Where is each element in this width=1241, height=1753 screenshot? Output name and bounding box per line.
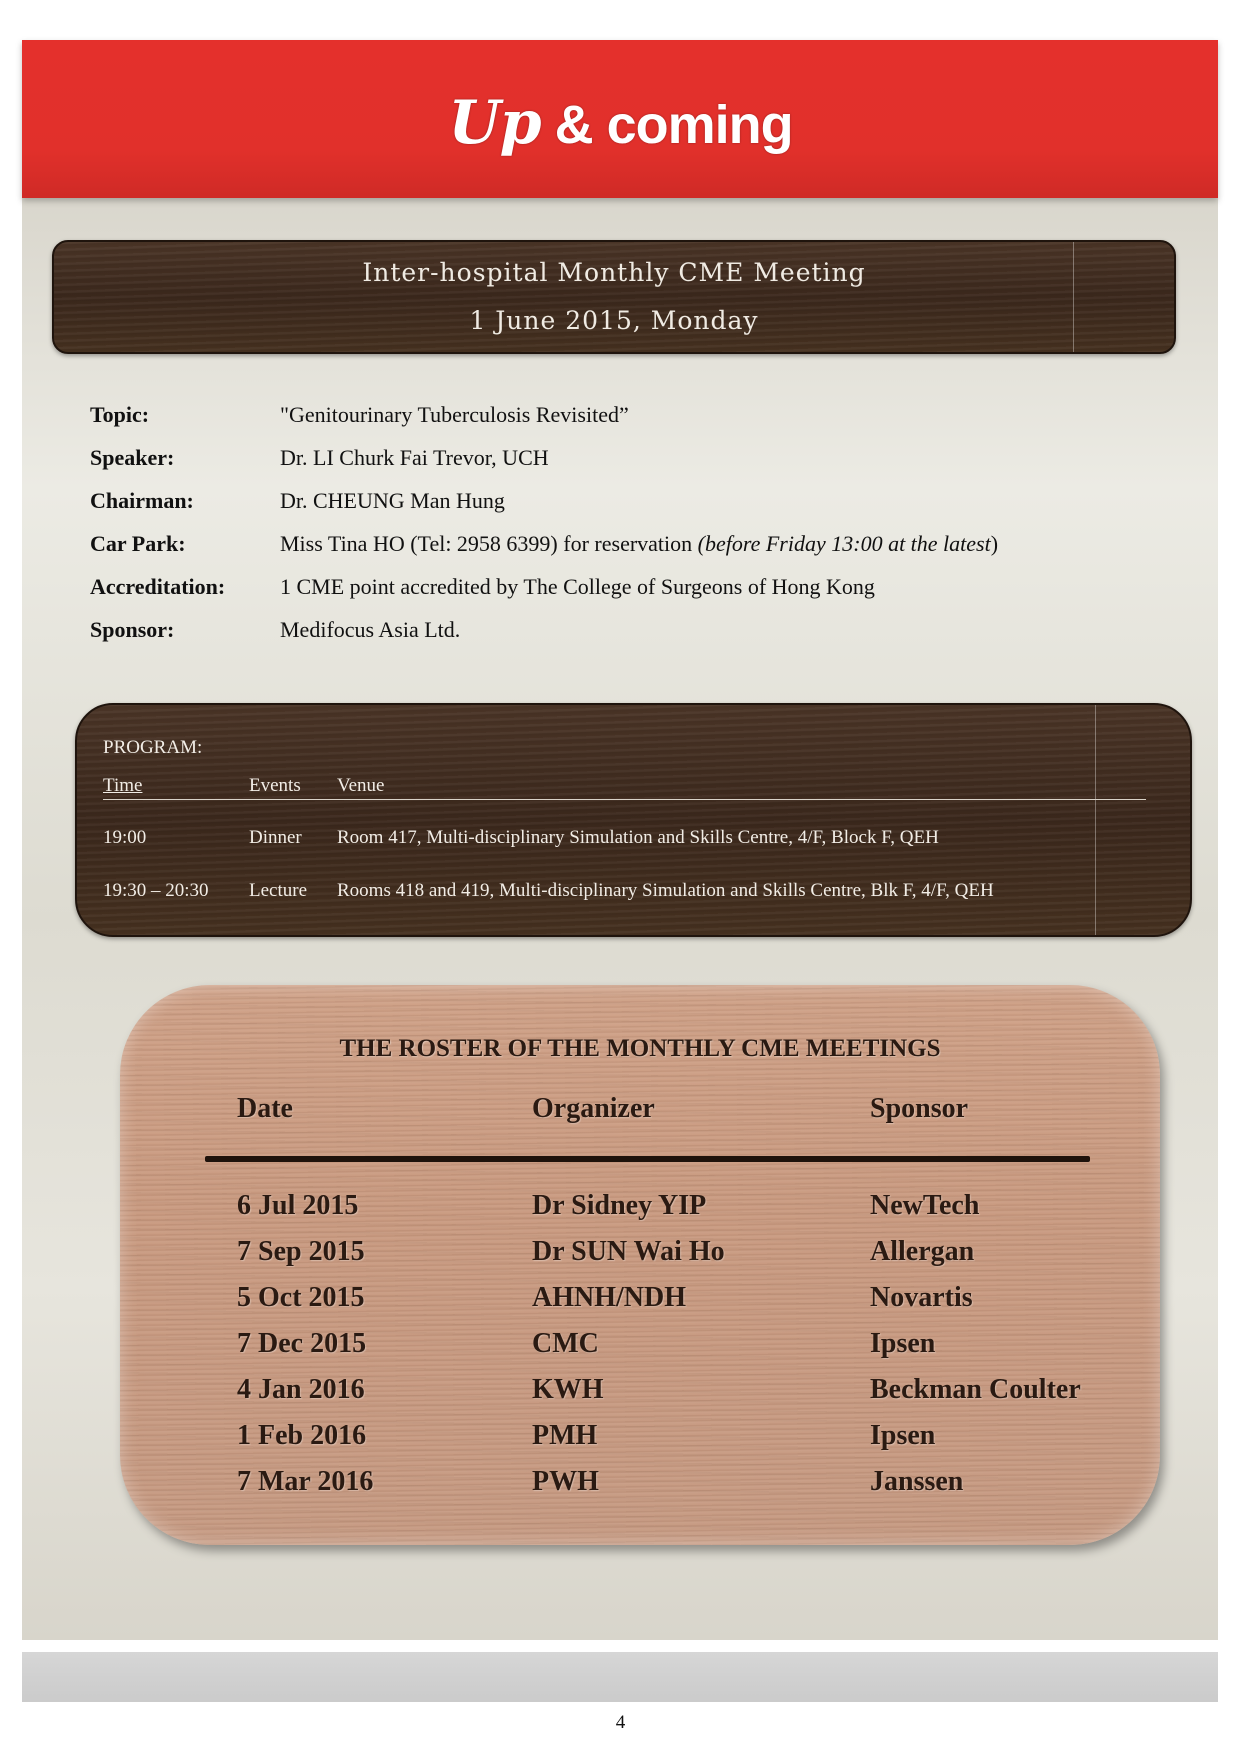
detail-row-speaker <box>90 445 1150 488</box>
roster-date: 1 Feb 2016 <box>237 1420 367 1451</box>
roster-date: 5 Oct 2015 <box>237 1282 365 1313</box>
roster-date: 4 Jan 2016 <box>237 1374 365 1405</box>
roster-date: 7 Mar 2016 <box>237 1466 374 1497</box>
roster-col-sponsor: Sponsor <box>870 1093 969 1124</box>
roster-organizer: Dr SUN Wai Ho <box>532 1236 725 1267</box>
roster-sponsor: Ipsen <box>870 1420 936 1451</box>
meeting-title: Inter-hospital Monthly CME Meeting <box>362 258 866 287</box>
detail-value: "Genitourinary Tuberculosis Revisited” <box>280 402 629 427</box>
roster-panel <box>120 985 1160 1545</box>
roster-col-date: Date <box>237 1093 293 1124</box>
section-title <box>0 88 1241 158</box>
roster-col-organizer: Organizer <box>532 1093 655 1124</box>
detail-label: Topic: <box>90 402 150 427</box>
program-venue: Room 417, Multi-disciplinary Simulation and Skills Centre, 4/F, Block F, QEH <box>337 827 939 848</box>
program-event: Dinner <box>249 827 302 848</box>
roster-organizer: CMC <box>532 1328 599 1359</box>
meeting-banner <box>52 240 1176 354</box>
program-header-rule <box>103 799 1146 800</box>
roster-sponsor: Ipsen <box>870 1328 936 1359</box>
detail-row-car-park <box>90 531 1150 574</box>
detail-label: Speaker: <box>90 445 175 470</box>
detail-row-chairman <box>90 488 1150 531</box>
program-col-events: Events <box>249 775 301 796</box>
section-title-part1: Up <box>448 88 541 158</box>
roster-organizer: Dr Sidney YIP <box>532 1190 707 1221</box>
program-event: Lecture <box>249 880 308 901</box>
roster-sponsor: NewTech <box>870 1190 980 1221</box>
detail-label: Accreditation: <box>90 574 226 599</box>
roster-sponsor: Janssen <box>870 1466 964 1497</box>
detail-value <box>280 531 998 557</box>
program-divider <box>1095 705 1096 935</box>
program-time: 19:00 <box>103 827 147 848</box>
program-panel <box>75 703 1192 937</box>
detail-row-topic <box>90 402 1150 445</box>
detail-value: 1 CME point accredited by The College of Surgeons of Hong Kong <box>280 574 875 599</box>
program-col-venue: Venue <box>337 775 385 796</box>
meeting-details <box>90 402 1150 660</box>
detail-row-sponsor <box>90 617 1150 660</box>
roster-organizer: PMH <box>532 1420 598 1451</box>
roster-organizer: PWH <box>532 1466 599 1497</box>
detail-value: Medifocus Asia Ltd. <box>280 617 461 642</box>
program-time: 19:30 – 20:30 <box>103 880 209 901</box>
roster-organizer: AHNH/NDH <box>532 1282 686 1313</box>
program-heading: PROGRAM: <box>103 737 203 758</box>
banner-divider <box>1073 242 1074 352</box>
detail-value: Dr. CHEUNG Man Hung <box>280 488 505 513</box>
roster-date: 7 Dec 2015 <box>237 1328 367 1359</box>
car-park-deadline: (before Friday 13:00 at the latest <box>697 531 991 556</box>
roster-header-rule <box>205 1156 1090 1162</box>
meeting-date: 1 June 2015, Monday <box>469 306 759 335</box>
detail-label: Chairman: <box>90 488 194 513</box>
car-park-tail: ) <box>990 531 999 556</box>
car-park-contact: Miss Tina HO (Tel: 2958 6399) for reservation <box>280 531 698 556</box>
roster-title: THE ROSTER OF THE MONTHLY CME MEETINGS <box>339 1035 941 1062</box>
program-col-time: Time <box>103 775 143 796</box>
roster-organizer: KWH <box>532 1374 604 1405</box>
detail-label: Sponsor: <box>90 617 175 642</box>
detail-row-accreditation <box>90 574 1150 617</box>
roster-date: 6 Jul 2015 <box>237 1190 359 1221</box>
roster-sponsor: Beckman Coulter <box>870 1374 1081 1405</box>
section-title-part2: & coming <box>540 95 793 155</box>
detail-value: Dr. LI Churk Fai Trevor, UCH <box>280 445 549 470</box>
detail-label: Car Park: <box>90 531 186 556</box>
roster-sponsor: Novartis <box>870 1282 973 1313</box>
footer-band <box>22 1652 1218 1702</box>
roster-sponsor: Allergan <box>870 1236 975 1267</box>
roster-date: 7 Sep 2015 <box>237 1236 365 1267</box>
page-number: 4 <box>615 1712 626 1733</box>
program-venue: Rooms 418 and 419, Multi-disciplinary Simulation and Skills Centre, Blk F, 4/F, QEH <box>337 880 994 901</box>
